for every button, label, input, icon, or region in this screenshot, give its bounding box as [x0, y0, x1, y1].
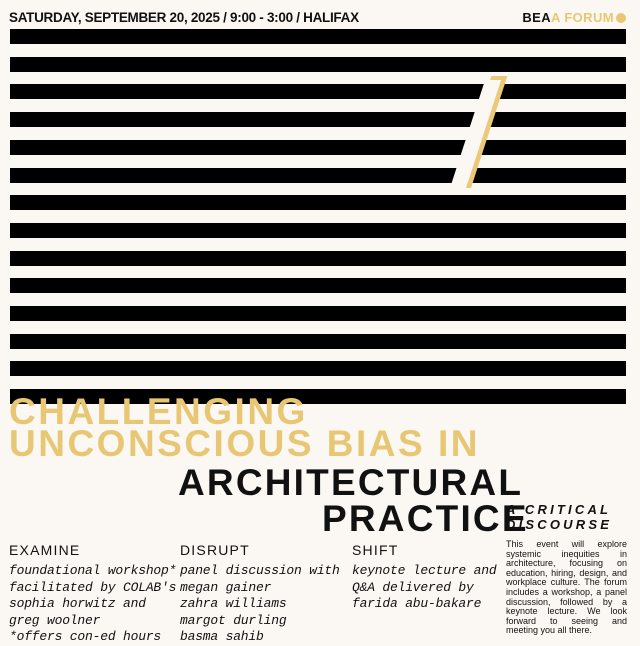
column-disrupt	[180, 542, 340, 646]
event-description: This event will explore systemic inequities in architecture, focusing on education, hiring, design, and workplace culture. The forum includes a workshop, a panel discussion, followed by a keynote lecture. We look forward to seeing and meeting you all there.	[506, 539, 627, 636]
brand-dot-icon	[616, 13, 626, 23]
stripe	[10, 29, 626, 44]
column-examine	[9, 542, 176, 646]
column-line: greg woolner	[9, 612, 101, 628]
column-line: sophia horwitz and	[9, 596, 146, 611]
title-line-4: PRACTICE	[322, 498, 529, 539]
column-heading: SHIFT	[352, 542, 399, 558]
event-date-location	[9, 10, 359, 25]
brand-logo	[522, 10, 626, 25]
column-shift	[352, 542, 496, 613]
column-line: panel discussion with	[180, 563, 340, 578]
subtitle-line-2: DISCOURSE	[506, 517, 613, 532]
column-line: zahra williams	[180, 596, 287, 611]
event-time-place: / 9:00 - 3:00 / HALIFAX	[219, 10, 359, 25]
stripe	[10, 251, 626, 266]
subtitle	[506, 502, 612, 532]
brand-bold: BEA	[522, 10, 552, 25]
stripe	[10, 278, 626, 293]
column-line: foundational workshop*	[9, 563, 177, 578]
stripe	[10, 168, 626, 183]
subtitle-line-1: A CRITICAL	[506, 502, 612, 517]
stripe	[10, 361, 626, 376]
title-line-1: CHALLENGING	[9, 391, 308, 432]
event-date: SATURDAY, SEPTEMBER 20, 2025	[9, 10, 220, 25]
stripe	[10, 140, 626, 155]
brand-accent: A FORUM	[551, 10, 614, 25]
stripe	[10, 57, 626, 72]
title-line-3: ARCHITECTURAL	[178, 462, 524, 503]
stripe	[10, 195, 626, 210]
column-line: keynote lecture and	[352, 563, 497, 578]
column-line: Q&A delivered by	[352, 579, 474, 595]
column-line: farida abu-bakare	[352, 596, 482, 611]
title-line-2: UNCONSCIOUS BIAS IN	[9, 423, 480, 464]
column-line: *offers con-ed hours	[9, 629, 162, 644]
stripe	[10, 334, 626, 349]
column-line: facilitated by COLAB's	[9, 579, 177, 595]
stripe	[10, 306, 626, 321]
column-line: basma sahib	[180, 629, 264, 644]
column-line: megan gainer	[180, 579, 272, 595]
column-heading: DISRUPT	[180, 542, 250, 558]
stripe	[10, 112, 626, 127]
stripe	[10, 223, 626, 238]
column-line: margot durling	[180, 612, 287, 628]
column-heading: EXAMINE	[9, 542, 81, 558]
stripe-graphic	[10, 29, 626, 409]
stripe	[10, 84, 626, 99]
